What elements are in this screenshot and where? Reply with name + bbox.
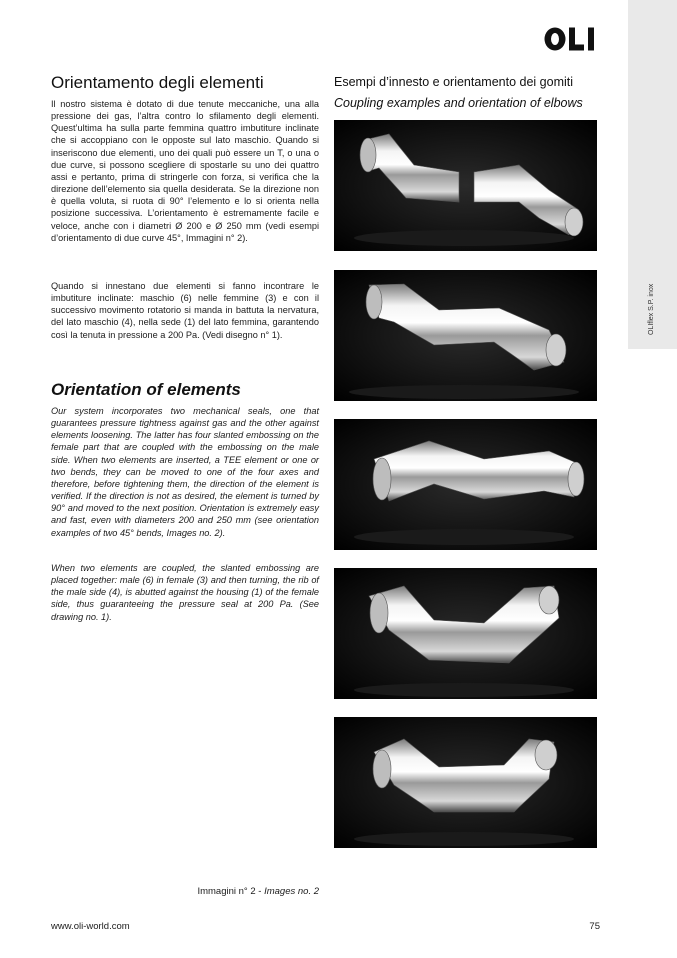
italian-paragraph-2: Quando si innestano due elementi si fanno incontrare le imbutiture inclinate: maschio (6) nelle femmine (3) e con il successivo movimento rotatorio si manda in battuta la nervatura, del lato maschio (4), nella sede (1) del lato femmina, garantendo così la tenuta in pressione a 200 Pa. (Vedi disegno n° 1). — [51, 281, 319, 340]
side-tab-label: OLIflex S.P. inox — [648, 283, 655, 335]
oli-logo-text: OLI — [544, 26, 546, 27]
italian-heading: Orientamento degli elementi — [51, 73, 264, 92]
photo-elbows-separated — [334, 120, 597, 251]
english-paragraph-1: Our system incorporates two mechanical seals, one that guarantees pressure tightness against gas and the other against elements loosening. The latter has four slanted embossing on the female part that are coupled with the embossing on the male side. When two elements are inserted, a TEE element or one or two bends, they can be moved to one of the four axes and therefore, before tightening them, the direction of the element is verified. If the direction is not as desired, the element is turned by 90° and moved to the next position. Orientation is extremely easy and fast, even with diameters 200 and 250 mm (see orientation examples of two 45° bends, Images no. 2). — [51, 406, 319, 538]
english-paragraph-2: When two elements are coupled, the slanted embossing are placed together: male (6) in female (3) and then turning, the rib of the male side (4), is abutted against the housing (1) of the female side, thus guaranteeing the pressure seal at 200 Pa. (See drawing no. 1). — [51, 563, 319, 622]
photo-elbows-coupled-3 — [334, 568, 597, 699]
oli-logo — [544, 26, 602, 52]
english-heading: Orientation of elements — [51, 380, 241, 399]
examples-title-it: Esempi d’innesto e orientamento dei gomiti — [334, 75, 574, 89]
photo-elbows-coupled-2 — [334, 419, 597, 550]
caption-it: Immagini n° 2 - — [197, 886, 262, 897]
photo-elbows-coupled-1 — [334, 270, 597, 401]
examples-title-en: Coupling examples and orientation of elbows — [334, 96, 583, 110]
caption-en: Images no. 2 — [264, 886, 319, 897]
italian-paragraph-1: Il nostro sistema è dotato di due tenute meccaniche, una alla pressione dei gas, l’altra contro lo sfilamento degli elementi. Quest’ultima ha sulla parte femmina quattro imbutiture inclinate che si accoppiano con le opposte sul lato maschio. Quando si inseriscono due elementi, uno dei quali può essere un T, o una o due curve, si possono scegliere di spostarle su uno dei quattro assi e pertanto, prima di stringerle con forza, si verifica che la direzione dell’elemento sia quella desiderata. Se la direzione non è quella voluta, si ruota di 90° l’elemento e lo si orienta nella posizione successiva. L’orientamento è estremamente facile e veloce, anche con i diametri Ø 200 e Ø 250 mm (vedi esempi d’orientamento di due curve 45°, Immagini n° 2). — [51, 99, 319, 243]
images-caption — [120, 886, 319, 897]
page-number: 75 — [589, 921, 600, 932]
photo-elbows-coupled-4 — [334, 717, 597, 848]
oli-logo-mark — [545, 28, 595, 51]
footer-website: www.oli-world.com — [51, 921, 130, 932]
